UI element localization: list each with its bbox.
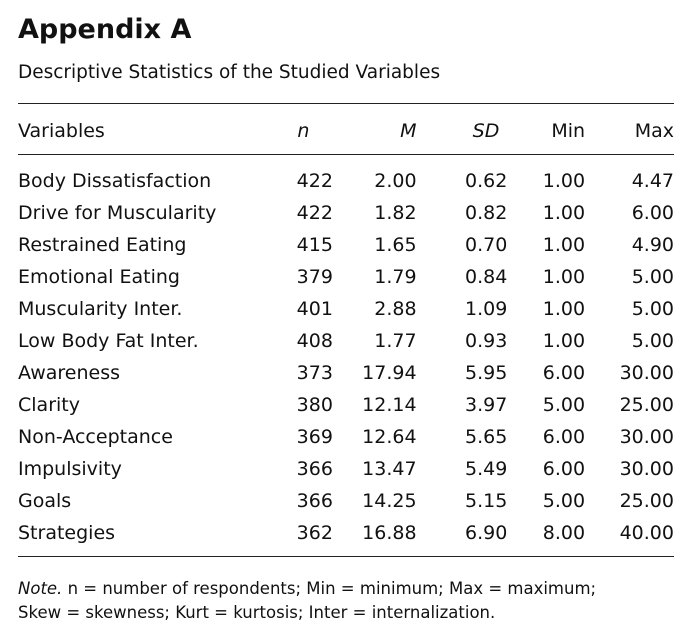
cell-max: 25.00 [619, 490, 674, 512]
cell-max: 5.00 [631, 330, 674, 352]
table-row [18, 389, 674, 421]
cell-sd: 5.65 [465, 426, 508, 448]
cell-variable: Impulsivity [18, 458, 122, 480]
cell-min: 6.00 [542, 426, 586, 448]
table-row [18, 453, 674, 485]
cell-min: 6.00 [542, 362, 586, 384]
cell-variable: Awareness [18, 362, 121, 384]
cell-sd: 5.15 [465, 490, 508, 512]
header-min: Min [551, 120, 586, 142]
cell-n: 380 [296, 394, 333, 416]
cell-n: 401 [296, 298, 333, 320]
cell-n: 422 [296, 202, 333, 224]
cell-mean: 1.65 [374, 234, 417, 256]
note-label: Note. [18, 579, 63, 598]
cell-n: 415 [296, 234, 333, 256]
table-row [18, 485, 674, 517]
note-line-2: Skew = skewness; Kurt = kurtosis; Inter = internalization. [18, 603, 496, 622]
cell-min: 1.00 [542, 298, 586, 320]
table-note [18, 577, 596, 625]
cell-max: 30.00 [619, 426, 674, 448]
cell-sd: 0.84 [465, 266, 508, 288]
cell-n: 379 [296, 266, 333, 288]
cell-mean: 12.14 [362, 394, 417, 416]
table-row [18, 261, 674, 293]
cell-variable: Body Dissatisfaction [18, 170, 212, 192]
cell-max: 5.00 [631, 266, 674, 288]
descriptive-statistics-table [18, 115, 674, 549]
cell-mean: 14.25 [362, 490, 417, 512]
cell-max: 4.47 [631, 170, 674, 192]
cell-mean: 2.00 [374, 170, 417, 192]
cell-max: 30.00 [619, 362, 674, 384]
cell-variable: Restrained Eating [18, 234, 187, 256]
cell-n: 366 [296, 458, 333, 480]
top-rule [18, 103, 674, 104]
cell-n: 422 [296, 170, 333, 192]
cell-sd: 6.90 [465, 522, 508, 544]
cell-mean: 17.94 [362, 362, 417, 384]
cell-n: 362 [296, 522, 333, 544]
bottom-rule [18, 556, 674, 557]
cell-min: 1.00 [542, 266, 586, 288]
cell-mean: 1.77 [374, 330, 417, 352]
cell-variable: Drive for Muscularity [18, 202, 217, 224]
cell-min: 1.00 [542, 202, 586, 224]
header-row [18, 115, 674, 147]
cell-max: 4.90 [631, 234, 674, 256]
note-line-1: n = number of respondents; Min = minimum; Max = maximum; [67, 579, 597, 598]
table-row [18, 325, 674, 357]
cell-sd: 0.70 [465, 234, 508, 256]
cell-min: 5.00 [542, 394, 586, 416]
header-sd: SD [472, 120, 500, 142]
cell-sd: 0.82 [465, 202, 508, 224]
cell-min: 5.00 [542, 490, 586, 512]
cell-min: 1.00 [542, 234, 586, 256]
cell-variable: Goals [18, 490, 72, 512]
cell-n: 369 [296, 426, 333, 448]
cell-sd: 5.95 [465, 362, 508, 384]
table-row [18, 357, 674, 389]
cell-variable: Non-Acceptance [18, 426, 173, 448]
cell-variable: Low Body Fat Inter. [18, 330, 199, 352]
header-max: Max [634, 120, 674, 142]
table-row [18, 229, 674, 261]
cell-mean: 16.88 [362, 522, 417, 544]
cell-sd: 1.09 [465, 298, 508, 320]
cell-min: 6.00 [542, 458, 586, 480]
cell-sd: 3.97 [465, 394, 508, 416]
header-n: n [297, 120, 310, 142]
cell-mean: 2.88 [374, 298, 417, 320]
table-caption: Descriptive Statistics of the Studied Variables [18, 62, 441, 83]
cell-variable: Muscularity Inter. [18, 298, 183, 320]
cell-n: 408 [296, 330, 333, 352]
cell-variable: Emotional Eating [18, 266, 180, 288]
cell-mean: 12.64 [362, 426, 417, 448]
cell-max: 30.00 [619, 458, 674, 480]
cell-sd: 5.49 [465, 458, 508, 480]
cell-min: 8.00 [542, 522, 586, 544]
cell-sd: 0.93 [465, 330, 508, 352]
cell-mean: 13.47 [362, 458, 417, 480]
cell-min: 1.00 [542, 170, 586, 192]
cell-min: 1.00 [542, 330, 586, 352]
table-row [18, 197, 674, 229]
cell-variable: Strategies [18, 522, 116, 544]
cell-variable: Clarity [18, 394, 80, 416]
cell-sd: 0.62 [465, 170, 508, 192]
table-row [18, 165, 674, 197]
table-row [18, 517, 674, 549]
cell-n: 366 [296, 490, 333, 512]
table-row [18, 293, 674, 325]
cell-mean: 1.82 [374, 202, 417, 224]
cell-max: 40.00 [619, 522, 674, 544]
cell-max: 6.00 [631, 202, 674, 224]
header-variables: Variables [18, 120, 105, 142]
cell-mean: 1.79 [374, 266, 417, 288]
appendix-title: Appendix A [18, 14, 192, 45]
cell-max: 25.00 [619, 394, 674, 416]
cell-max: 5.00 [631, 298, 674, 320]
header-m: M [400, 120, 417, 142]
table-row [18, 421, 674, 453]
cell-n: 373 [296, 362, 333, 384]
